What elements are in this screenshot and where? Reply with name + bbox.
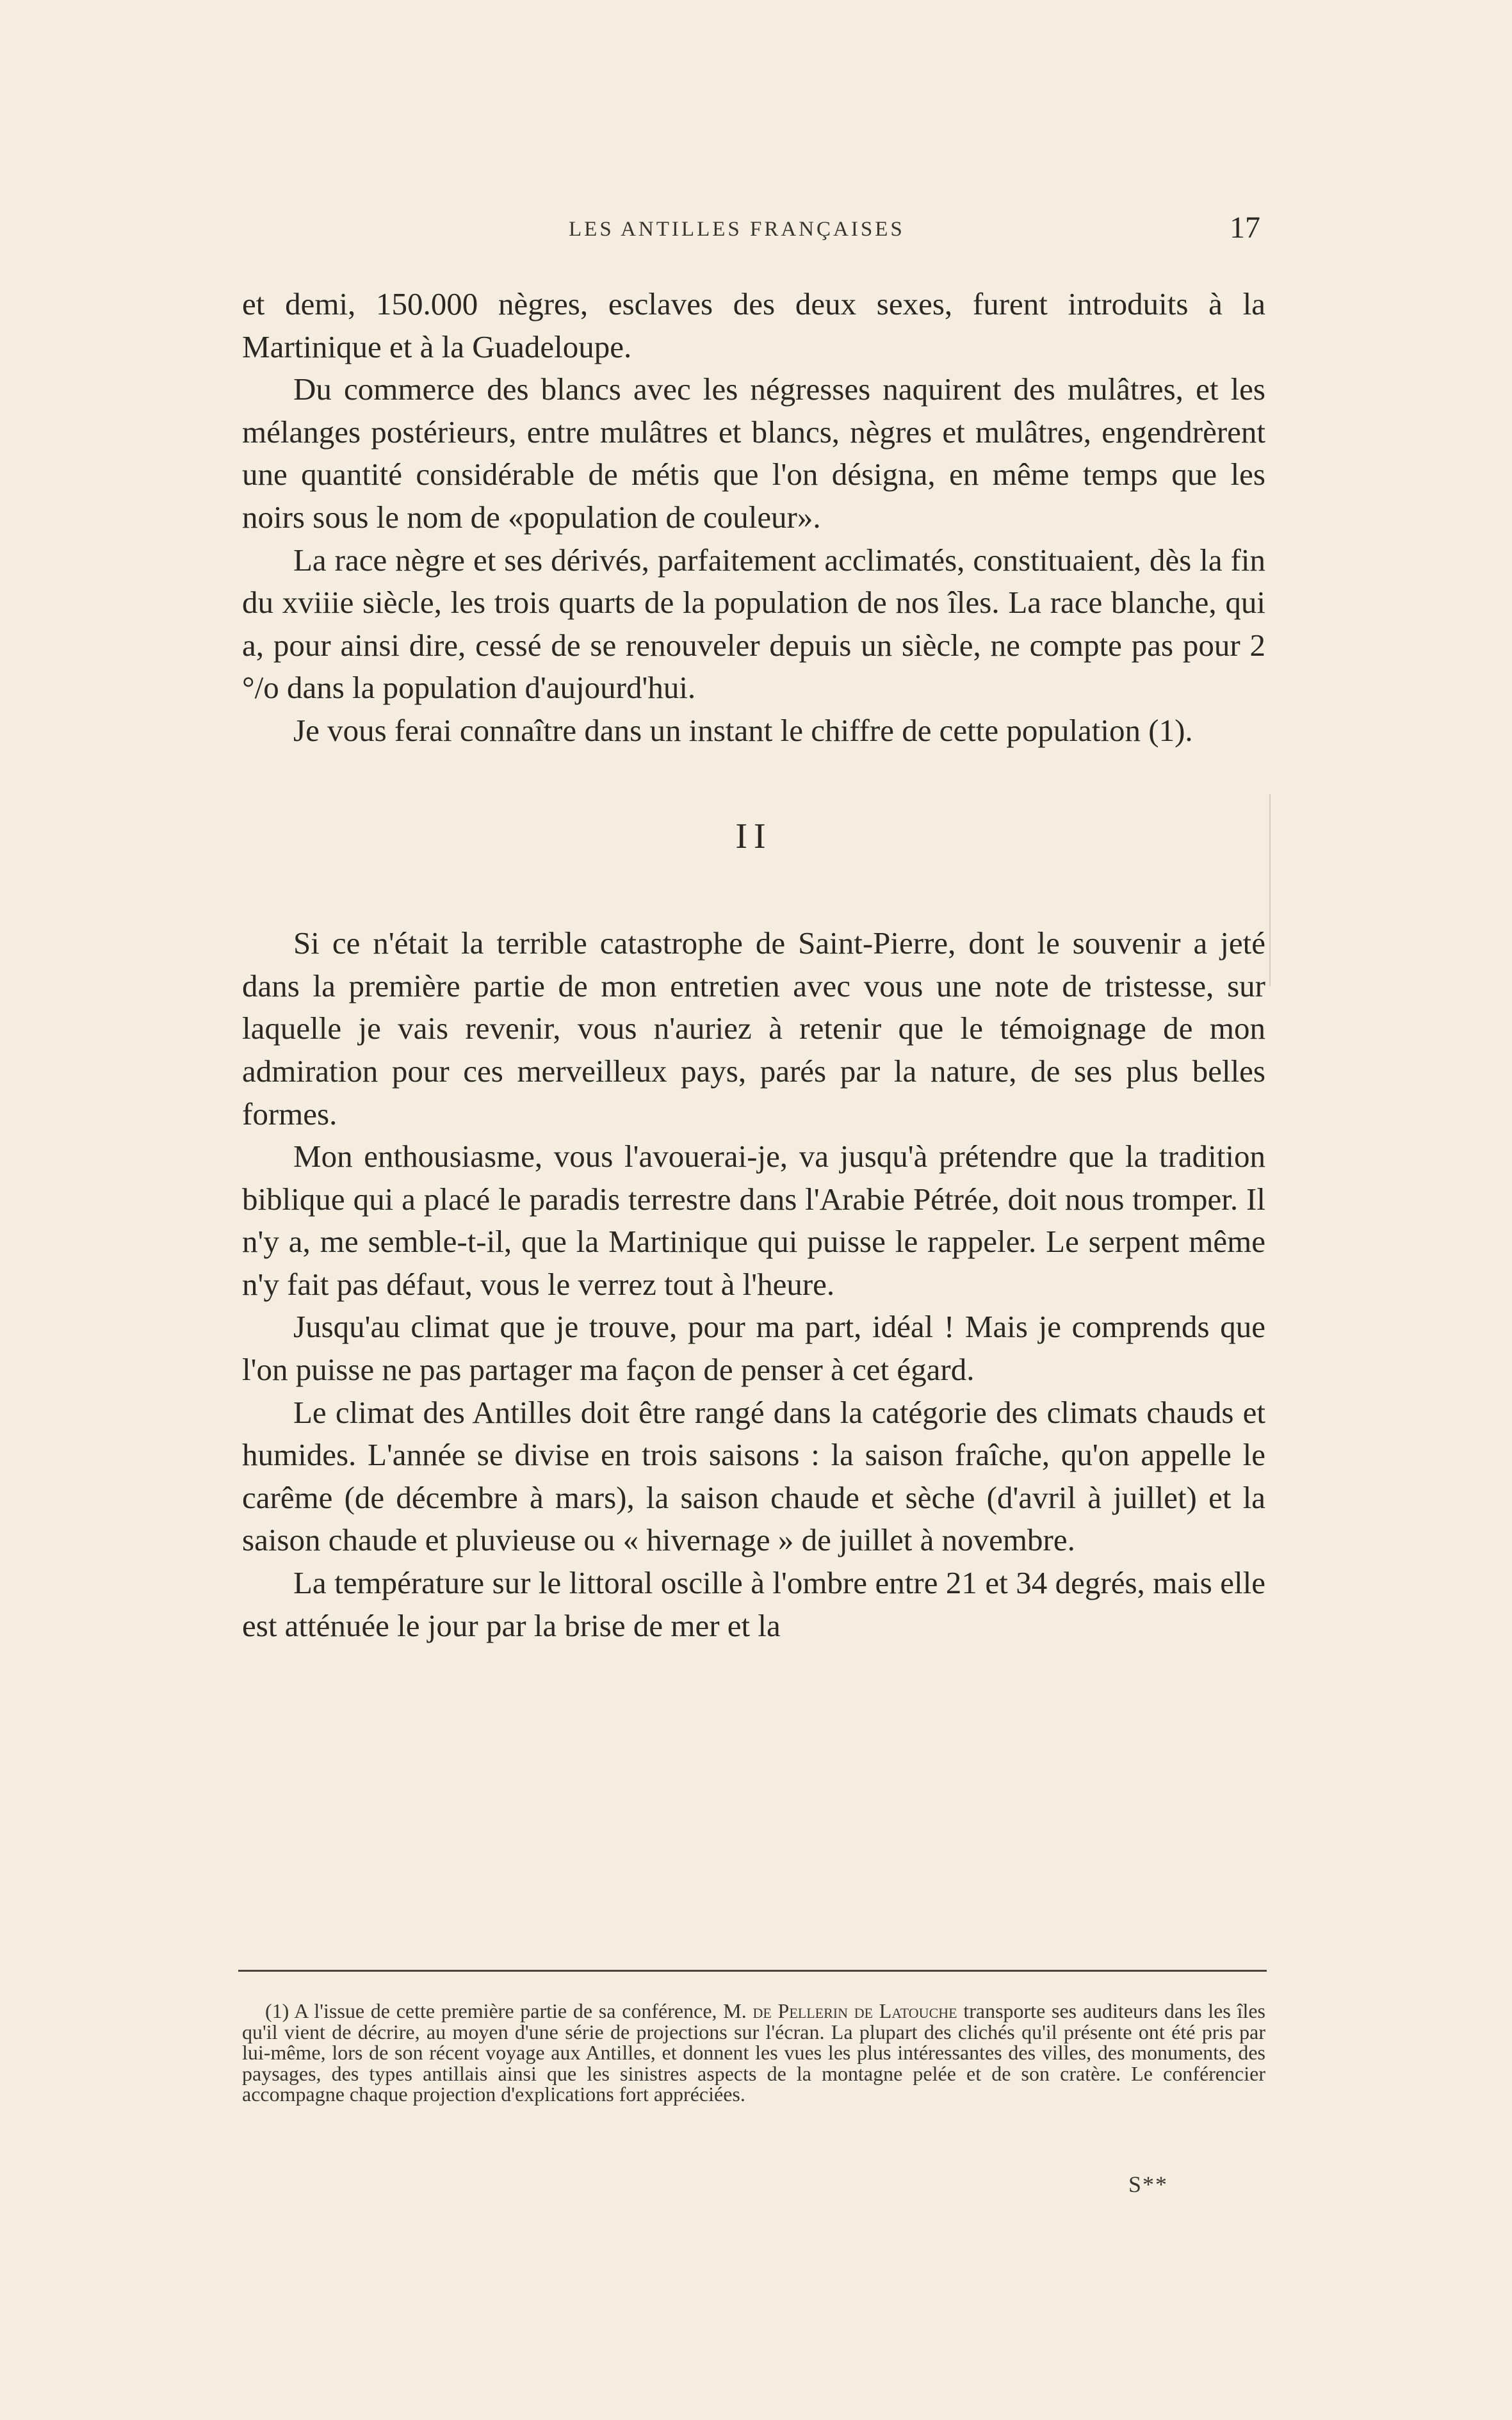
- page-number: 17: [1230, 211, 1260, 245]
- paragraph: Du commerce des blancs avec les négresses naquirent des mulâtres, et les mélanges postérieurs, entre mulâtres et blancs, nègres et mulâtres, engendrèrent une quantité considérable de métis que l'on désigna, en même temps que les noirs sous le nom de «population de couleur».: [242, 371, 1265, 535]
- signature-mark: S**: [1128, 2172, 1169, 2197]
- paragraph: et demi, 150.000 nègres, esclaves des deux sexes, furent introduits à la Martinique et à la Guadeloupe.: [242, 286, 1265, 364]
- paragraph: La race nègre et ses dérivés, parfaitement acclimatés, constituaient, dès la fin du xviiie siècle, les trois quarts de la population de nos îles. La race blanche, qui a, pour ainsi dire, cessé de se renouveler depuis un siècle, ne compte pas pour 2 °/o dans la population d'aujourd'hui.: [242, 542, 1265, 706]
- main-text: [242, 283, 1265, 1647]
- page-edge-shadow: [1269, 794, 1271, 986]
- paragraph: Le climat des Antilles doit être rangé dans la catégorie des climats chauds et humides. L'année se divise en trois saisons : la saison fraîche, qu'on appelle le carême (de décembre à mars), la saison chaude et sèche (d'avril à juillet) et la saison chaude et pluvieuse ou « hivernage » de juillet à novembre.: [242, 1394, 1265, 1558]
- running-title: LES ANTILLES FRANÇAISES: [569, 218, 905, 241]
- paragraph: Si ce n'était la terrible catastrophe de Saint-Pierre, dont le souvenir a jeté dans la première partie de mon entretien avec vous une note de tristesse, sur laquelle je vais revenir, vous n'auriez à retenir que le témoignage de mon admiration pour ces merveilleux pays, parés par la nature, de ses plus belles formes.: [242, 925, 1265, 1132]
- paragraph: Mon enthousiasme, vous l'avouerai-je, va jusqu'à prétendre que la tradition biblique qui a placé le paradis terrestre dans l'Arabie Pétrée, doit nous tromper. Il n'y a, me semble-t-il, que la Martinique qui puisse le rappeler. Le serpent même n'y fait pas défaut, vous le verrez tout à l'heure.: [242, 1139, 1265, 1302]
- footnote: [242, 2001, 1265, 2105]
- footnote-rest: transporte ses auditeurs dans les îles qu'il vient de décrire, au moyen d'une série de projections sur l'écran. La plupart des clichés qu'il présente ont été pris par lui-même, lors de son récent voyage aux Antilles, et donnent les vues les plus intéressantes des villes, des monuments, des paysages, des types antillais ainsi que les sinistres aspects de la montagne pelée et de son cratère. Le conférencier accompagne chaque projection d'explications fort appréciées.: [242, 1999, 1266, 2106]
- footnote-author-name: de Pellerin de Latouche: [752, 1999, 957, 2022]
- paragraph: Je vous ferai connaître dans un instant le chiffre de cette population (1).: [293, 712, 1193, 748]
- footnote-lead: (1) A l'issue de cette première partie de sa conférence, M.: [265, 1999, 753, 2022]
- paragraph: Jusqu'au climat que je trouve, pour ma part, idéal ! Mais je comprends que l'on puisse ne pas partager ma façon de penser à cet égard.: [242, 1309, 1265, 1388]
- section-heading: II: [735, 816, 772, 856]
- footnote-rule: [238, 1970, 1267, 1972]
- paragraph: La température sur le littoral oscille à l'ombre entre 21 et 34 degrés, mais elle est atténuée le jour par la brise de mer et la: [242, 1565, 1265, 1643]
